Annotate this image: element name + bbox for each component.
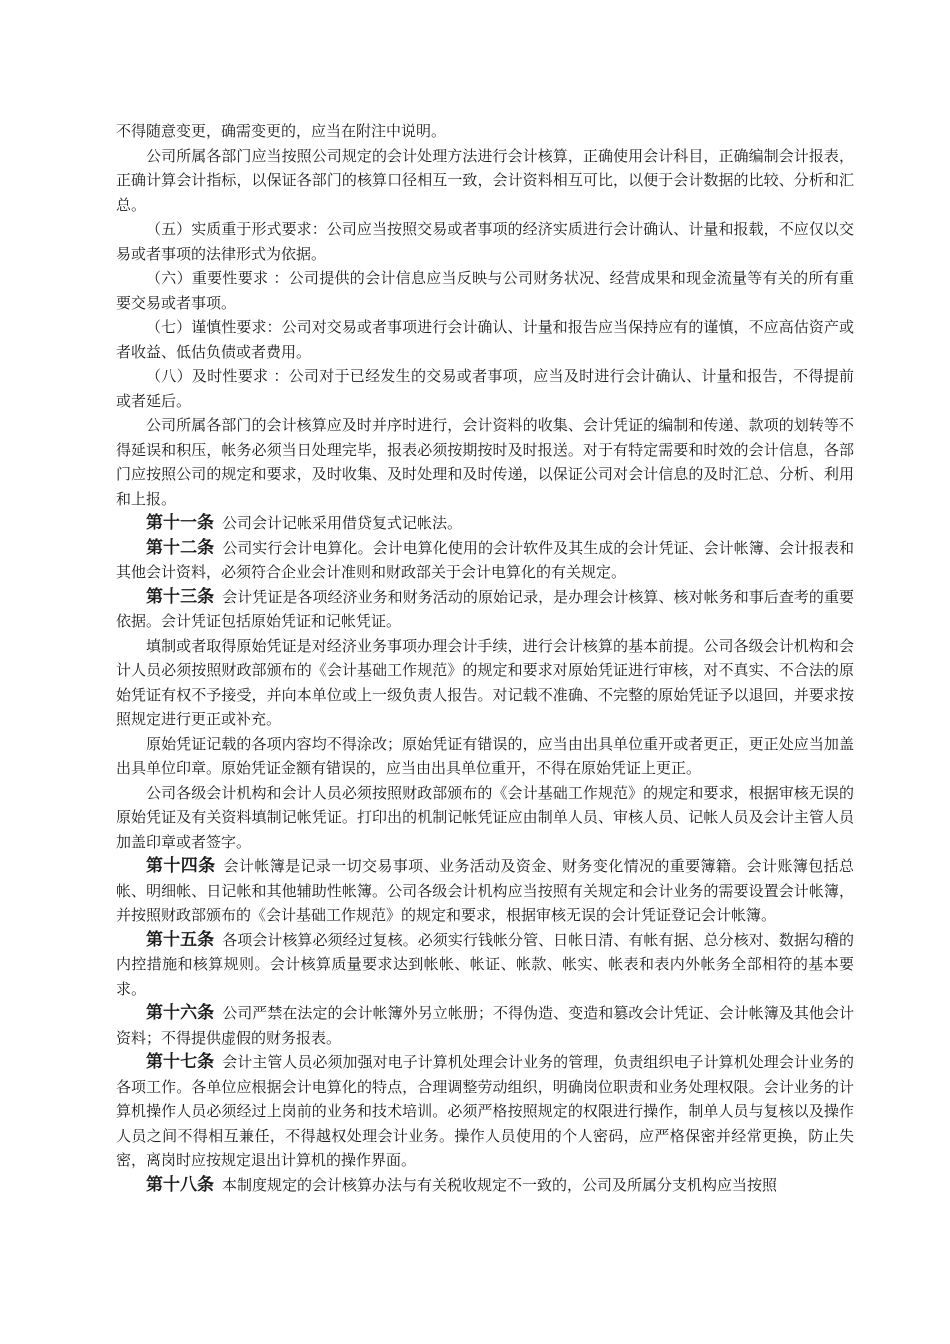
paragraph: 原始凭证记载的各项内容均不得涂改；原始凭证有错误的，应当由出具单位重开或者更正，更正处应当加盖出具单位印章。原始凭证金额有错误的，应当由出具单位重开，不得在原始凭证上更正。 (116, 734, 854, 777)
article-body: 会计帐簿是记录一切交易事项、业务活动及资金、财务变化情况的重要簿籍。会计账簿包括总帐、明细帐、日记帐和其他辅助性帐簿。公司各级会计机构应当按照有关规定和会计业务的需要设置会计帐簿，并按照财政部颁布的《会计基础工作规范》的规定和要求，根据审核无误的会计凭证登记会计帐簿。 (116, 857, 854, 924)
article-11 (116, 511, 854, 536)
article-title: 第十四条 (146, 856, 216, 876)
paragraph: 填制或者取得原始凭证是对经济业务事项办理会计手续，进行会计核算的基本前提。公司各级会计机构和会计人员必须按照财政部颁布的《会计基础工作规范》的规定和要求对原始凭证进行审核，对不真实、不合法的原始凭证有权不予接受，并向本单位或上一级负责人报告。对记载不准确、不完整的原始凭证予以退回，并要求按照规定进行更正或补充。 (116, 636, 854, 728)
article-14 (116, 854, 854, 928)
article-13 (116, 585, 854, 634)
paragraph: 公司各级会计机构和会计人员必须按照财政部颁布的《会计基础工作规范》的规定和要求，根据审核无误的原始凭证及有关资料填制记帐凭证。打印出的机制记帐凭证应由制单人员、审核人员、记帐人员及会计主管人员加盖印章或者签字。 (116, 783, 854, 851)
document-page (116, 119, 854, 1197)
paragraph: 公司所属各部门应当按照公司规定的会计处理方法进行会计核算，正确使用会计科目，正确编制会计报表，正确计算会计指标，以保证各部门的核算口径相互一致，会计资料相互可比，以便于会计数据的比较、分析和汇总。 (116, 146, 854, 214)
article-12 (116, 536, 854, 585)
paragraph: （五）实质重于形式要求：公司应当按照交易或者事项的经济实质进行会计确认、计量和报载，不应仅以交易或者事项的法律形式为依据。 (116, 220, 854, 263)
article-title: 第十六条 (146, 1003, 215, 1023)
article-body: 公司实行会计电算化。会计电算化使用的会计软件及其生成的会计凭证、会计帐簿、会计报表和其他会计资料，必须符合企业会计准则和财政部关于会计电算化的有关规定。 (116, 538, 854, 581)
article-body: 本制度规定的会计核算办法与有关税收规定不一致的，公司及所属分支机构应当按照 (222, 1175, 778, 1194)
article-title: 第十一条 (146, 513, 214, 533)
article-body: 会计凭证是各项经济业务和财务活动的原始记录，是办理会计核算、核对帐务和事后查考的重要依据。会计凭证包括原始凭证和记帐凭证。 (116, 587, 854, 630)
article-body: 会计主管人员必须加强对电子计算机处理会计业务的管理，负责组织电子计算机处理会计业务的各项工作。各单位应根据会计电算化的特点，合理调整劳动组织，明确岗位职责和业务处理权限。会计业务的计算机操作人员必须经过上岗前的业务和技术培训。必须严格按照规定的权限进行操作，制单人员与复核以及操作人员之间不得相互兼任，不得越权处理会计业务。操作人员使用的个人密码，应严格保密并经常更换，防止失密，离岗时应按规定退出计算机的操作界面。 (116, 1053, 854, 1169)
article-18 (116, 1173, 854, 1198)
paragraph: 不得随意变更，确需变更的，应当在附注中说明。 (116, 122, 447, 140)
article-17 (116, 1050, 854, 1173)
article-body: 公司会计记帐采用借贷复式记帐法。 (222, 514, 463, 532)
article-title: 第十三条 (146, 586, 215, 607)
article-title: 第十五条 (146, 929, 215, 950)
article-body: 公司严禁在法定的会计帐簿外另立帐册；不得伪造、变造和篡改会计凭证、会计帐簿及其他会计资料；不得提供虚假的财务报表。 (116, 1004, 854, 1047)
paragraph: （八）及时性要求 ：公司对于已经发生的交易或者事项，应当及时进行会计确认、计量和报告，不得提前或者延后。 (116, 367, 854, 410)
article-title: 第十八条 (146, 1174, 214, 1195)
article-body: 各项会计核算必须经过复核。必须实行钱帐分管、日帐日清、有帐有据、总分核对、数据勾稽的内控措施和核算规则。会计核算质量要求达到帐帐、帐证、帐款、帐实、帐表和表内外帐务全部相符的基本要求。 (116, 930, 854, 998)
article-title: 第十七条 (146, 1052, 215, 1072)
article-title: 第十二条 (146, 537, 215, 558)
article-15 (116, 928, 854, 1002)
paragraph: （七）谨慎性要求：公司对交易或者事项进行会计确认、计量和报告应当保持应有的谨慎，不应高估资产或者收益、低估负债或者费用。 (116, 318, 854, 361)
paragraph: 公司所属各部门的会计核算应及时并序时进行，会计资料的收集、会计凭证的编制和传递、款项的划转等不得延误和积压，帐务必须当日处理完毕，报表必须按期按时及时报送。对于有特定需要和时效的会计信息，各部门应按照公司的规定和要求，及时收集、及时处理和及时传递，以保证公司对会计信息的及时汇总、分析、利用和上报。 (116, 416, 854, 508)
paragraph: （六）重要性要求 ：公司提供的会计信息应当反映与公司财务状况、经营成果和现金流量等有关的所有重要交易或者事项。 (116, 269, 854, 312)
article-16 (116, 1001, 854, 1050)
